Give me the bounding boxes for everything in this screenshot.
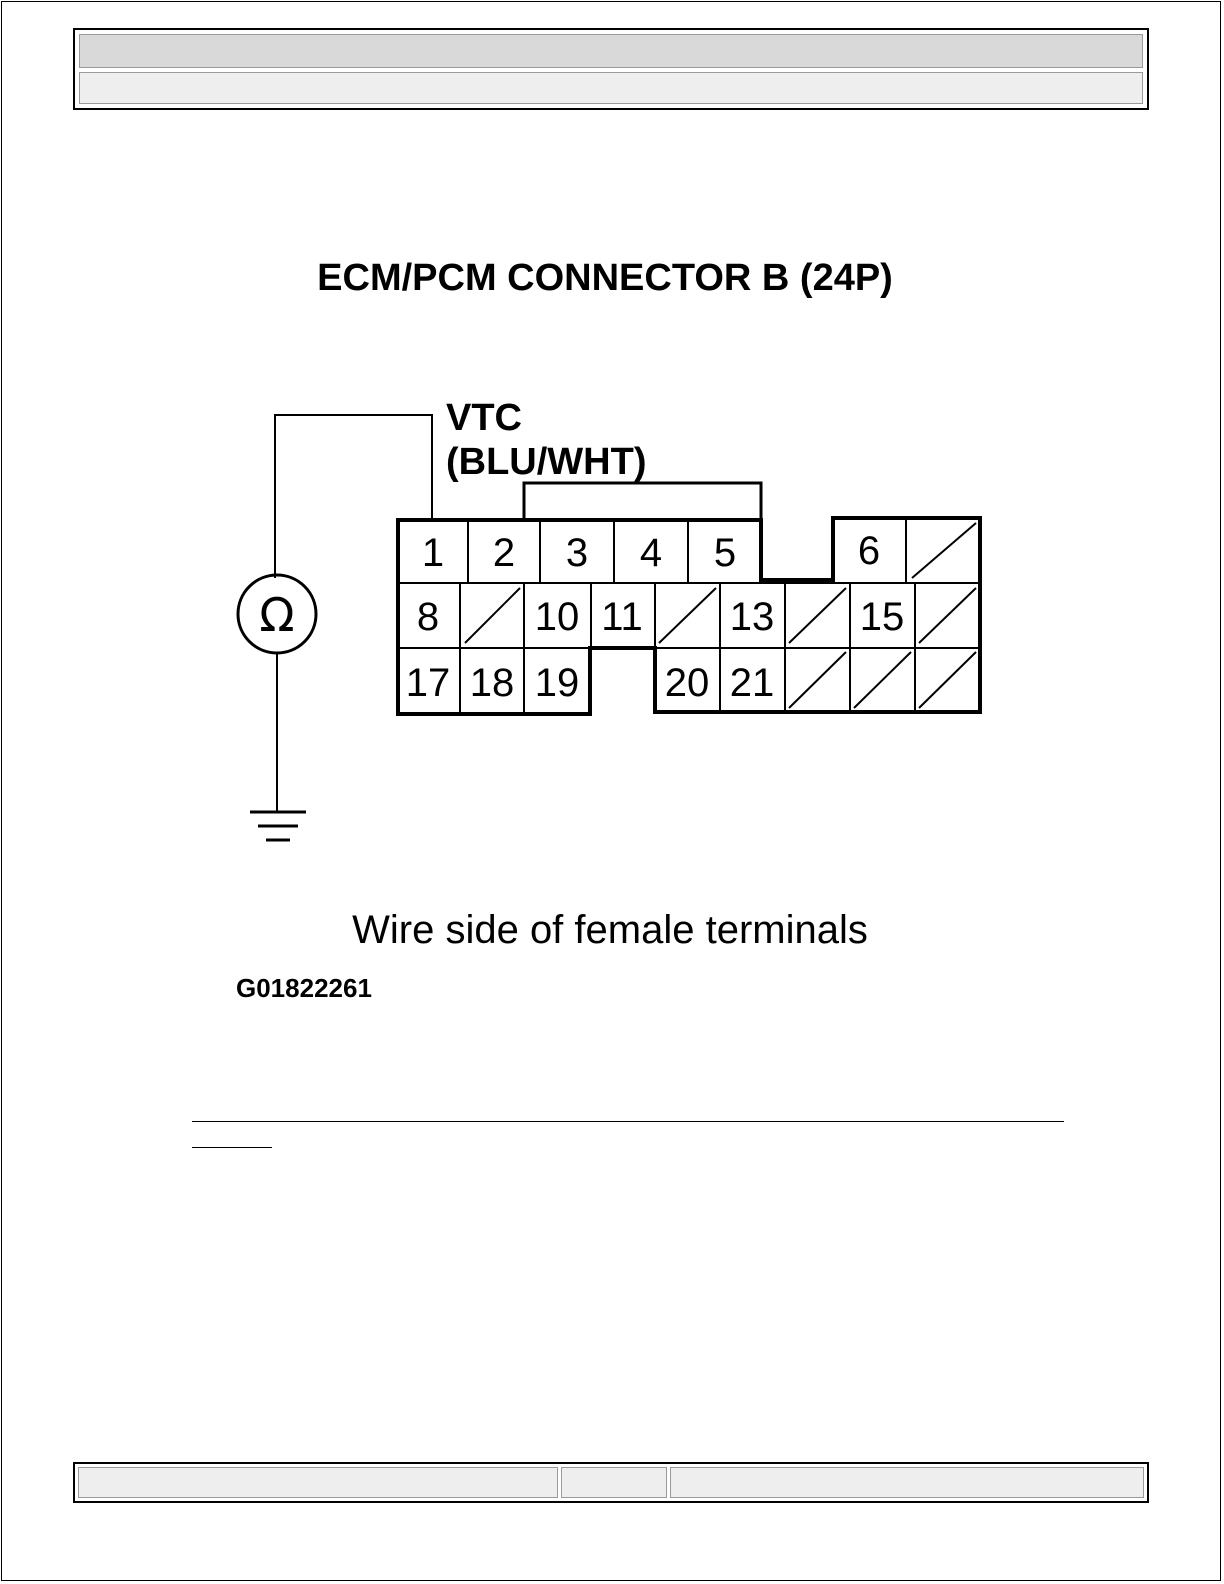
footer-cell-right [670, 1467, 1144, 1498]
wire-color-label: (BLU/WHT) [446, 441, 647, 483]
figure-id: G01822261 [236, 973, 372, 1003]
terminal-10: 10 [534, 595, 580, 639]
terminal-20: 20 [664, 661, 710, 705]
section-divider [192, 1121, 1064, 1122]
footer-cell-left [78, 1467, 558, 1498]
terminal-13: 13 [729, 595, 775, 639]
terminal-17: 17 [405, 661, 451, 705]
terminal-21: 21 [729, 661, 775, 705]
ohm-icon: Ω [259, 588, 295, 642]
terminal-3: 3 [565, 531, 589, 575]
terminal-18: 18 [469, 661, 515, 705]
terminal-8: 8 [416, 595, 440, 639]
footer-box [73, 1462, 1149, 1503]
terminal-15: 15 [859, 595, 905, 639]
footer-cell-middle [561, 1467, 667, 1498]
test-lead-wire [275, 415, 432, 578]
terminal-4: 4 [639, 531, 663, 575]
wire-label: VTC [446, 397, 522, 439]
section-divider-short [192, 1147, 272, 1148]
ground-icon [250, 812, 306, 840]
terminal-6: 6 [857, 529, 881, 573]
terminal-2: 2 [492, 531, 516, 575]
terminal-5: 5 [713, 531, 737, 575]
terminal-1: 1 [421, 531, 445, 575]
terminal-19: 19 [534, 661, 580, 705]
terminal-11: 11 [601, 595, 643, 639]
diagram-caption: Wire side of female terminals [352, 908, 868, 952]
diagram-title: ECM/PCM CONNECTOR B (24P) [317, 257, 893, 299]
